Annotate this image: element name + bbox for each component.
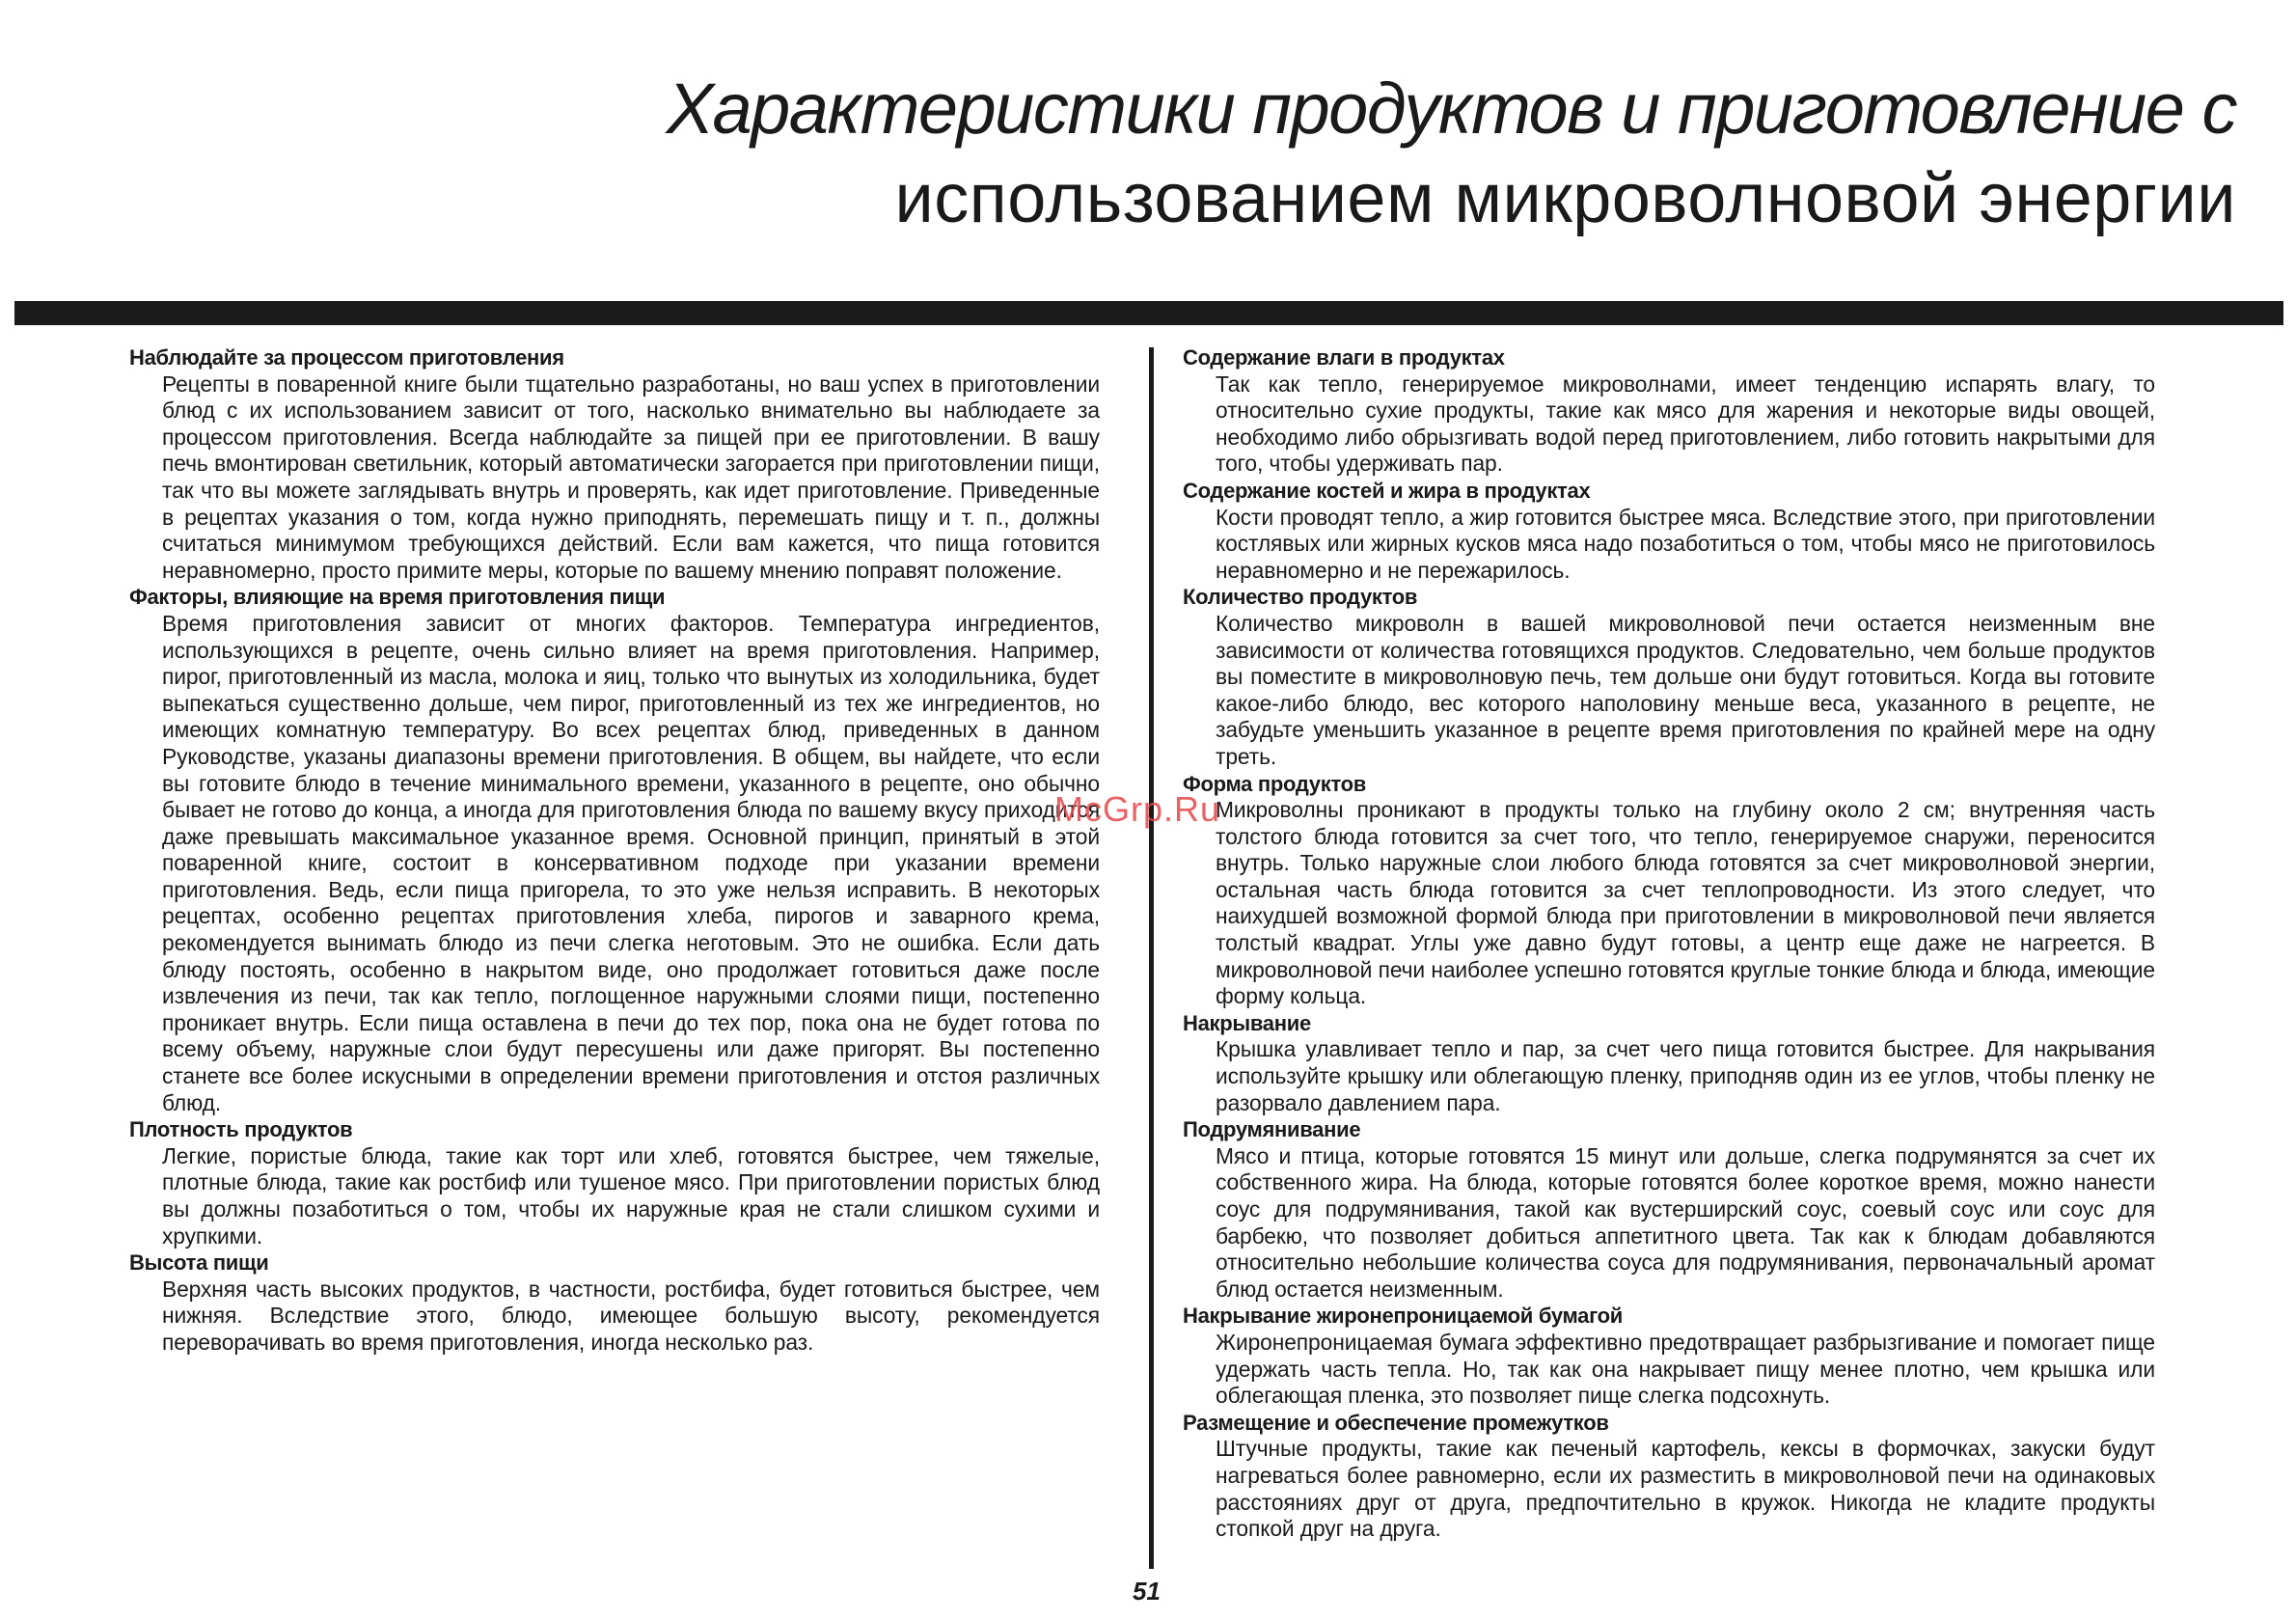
section-text: Верхняя часть высоких продуктов, в частности, ростбифа, будет готовиться быстрее, чем нижняя. Вследствие этого, блюдо, имеющее большую высоту, рекомендуется переворачивать во время приготовления, иногда несколько раз. — [162, 1276, 1100, 1355]
section-heading: Накрывание — [1183, 1010, 1311, 1035]
section-heading: Размещение и обеспечение промежутков — [1183, 1410, 1609, 1435]
section-text: Легкие, пористые блюда, такие как торт или хлеб, готовятся быстрее, чем тяжелые, плотные блюда, такие как ростбиф или тушеное мясо. При приготовлении пористых блюд вы должны позаботиться о том, чтобы их наружные края не стали слишком сухими и хрупкими. — [162, 1142, 1100, 1249]
watermark: McGrp.Ru — [1054, 789, 1221, 829]
section-heading: Форма продуктов — [1183, 771, 1366, 796]
section-heading: Содержание костей и жира в продуктах — [1183, 478, 1591, 503]
section-text: Количество микроволн в вашей микроволновой печи остается неизменным вне зависимости от количества готовящихся продуктов. Следовательно, чем больше продуктов вы поместите в микроволновую печь, тем дольше они будут готовиться. Когда вы готовите какое-либо блюдо, вес которого наполовину меньше веса, указанного в рецепте, не забудьте уменьшить указанное в рецепте время приготовления по крайней мере на одну треть. — [1216, 610, 2155, 769]
section-heading: Накрывание жиронепроницаемой бумагой — [1183, 1304, 1624, 1329]
section-text: Рецепты в поваренной книге были тщательно разработаны, но ваш успех в приготовлении блюд с их использованием зависит от того, насколько внимательно вы наблюдаете за процессом приготовления. Всегда наблюдайте за пищей при ее приготовлении. В вашу печь вмонтирован светильник, который автоматически загорается при приготовлении пищи, так что вы можете заглядывать внутрь и проверять, как идет приготовление. Приведенные в рецептах указания о том, когда нужно приподнять, перемешать пищу и т. п., должны считаться минимумом требующихся действий. Если вам кажется, что пища готовится неравномерно, просто примите меры, которые по вашему мнению поправят положение. — [162, 371, 1100, 583]
section-text: Так как тепло, генерируемое микроволнами, имеет тенденцию испарять влагу, то относительно сухие продукты, такие как мясо для жарения и некоторые виды овощей, необходимо либо обрызгивать водой перед приготовлением, либо готовить накрытыми для того, чтобы удерживать пар. — [1216, 371, 2155, 477]
section-text: Крышка улавливает тепло и пар, за счет чего пища готовится быстрее. Для накрывания используйте крышку или облегающую пленку, приподняв один из ее углов, чтобы пленку не разорвало давлением пара. — [1216, 1036, 2155, 1115]
section-heading: Содержание влаги в продуктах — [1183, 345, 1505, 370]
title-line-2: использованием микроволновой энергии — [894, 160, 2236, 237]
section-text: Штучные продукты, такие как печеный картофель, кексы в формочках, закуски будут нагреваться более равномерно, если их разместить в микроволновой печи на одинаковых расстояниях друг от друга, предпочтительно в кружок. Никогда не кладите продукты стопкой друг на друга. — [1216, 1436, 2155, 1542]
section-heading: Подрумянивание — [1183, 1117, 1361, 1142]
section-text: Микроволны проникают в продукты только на глубину около 2 см; внутренняя часть толстого блюда готовится за счет того, что тепло, генерируемое снаружи, переносится внутрь. Только наружные слои любого блюда готовятся за счет микроволновой энергии, остальная часть блюда готовится за счет теплопроводности. Из этого следует, что наихудшей возможной формой блюда при приготовлении в микроволновой печи является толстый квадрат. Углы уже давно будут готовы, а центр еще даже не нагреется. В микроволновой печи наиболее успешно готовятся круглые тонкие блюда и блюда, имеющие форму кольца. — [1216, 797, 2155, 1009]
header-rule — [14, 301, 2283, 325]
section-heading: Высота пищи — [129, 1250, 269, 1276]
left-column — [129, 344, 1100, 1357]
section-heading: Количество продуктов — [1183, 585, 1418, 610]
section-text: Время приготовления зависит от многих факторов. Температура ингредиентов, использующихся в рецепте, очень сильно влияет на время приготовления. Например, пирог, приготовленный из масла, молока и яиц, только что вынутых из холодильника, будет выпекаться существенно дольше, чем пирог, приготовленный из тех же ингредиентов, но имеющих комнатную температуру. Во всех рецептах блюд, приведенных в данном Руководстве, указаны диапазоны времени приготовления. В общем, вы найдете, что если вы готовите блюдо в течение минимального времени, указанного в рецепте, оно обычно бывает не готово до конца, а иногда для приготовления блюда по вашему вкусу приходится даже превышать максимальное указанное время. Основной принцип, принятый в этой поваренной книге, состоит в консервативном подходе при указании времени приготовления. Ведь, если пища пригорела, то это уже нельзя исправить. В некоторых рецептах, особенно рецептах приготовления хлеба, пирогов и заварного крема, рекомендуется вынимать блюдо из печи слегка неготовым. Это не ошибка. Если дать блюду постоять, особенно в накрытом виде, оно продолжает готовиться даже после извлечения из печи, так как тепло, поглощенное наружными слоями пищи, постепенно проникает внутрь. Если пища оставлена в печи до тех пор, пока она не будет готова по всему объему, наружные слои будут пересушены или даже пригорят. Вы постепенно станете все более искусными в определении времени приготовления и отстоя различных блюд. — [162, 610, 1100, 1115]
page-number: 51 — [1133, 1577, 1161, 1606]
section-heading: Наблюдайте за процессом приготовления — [129, 345, 564, 370]
page-title — [667, 64, 2236, 243]
section-text: Жиронепроницаемая бумага эффективно предотвращает разбрызгивание и помогает пище удержать часть тепла. Но, так как она накрывает пищу менее плотно, чем крышка или облегающая пленка, это позволяет пище слегка подсохнуть. — [1216, 1329, 2155, 1409]
column-divider — [1149, 347, 1154, 1569]
section-heading: Плотность продуктов — [129, 1117, 353, 1142]
title-line-1: Характеристики продуктов и приготовление с — [666, 69, 2236, 149]
section-text: Мясо и птица, которые готовятся 15 минут или дольше, слегка подрумянятся за счет их собственного жира. На блюда, которые готовятся более короткое время, можно нанести соус для подрумянивания, такой как вустерширский соус, соевый соус или соус для барбекю, что позволяет добиться аппетитного цвета. Так как к блюдам добавляются относительно небольшие количества соуса для подрумянивания, первоначальный аромат блюд остается неизменным. — [1216, 1142, 2155, 1302]
right-column — [1183, 344, 2155, 1543]
section-heading: Факторы, влияющие на время приготовления пищи — [129, 585, 666, 610]
section-text: Кости проводят тепло, а жир готовится быстрее мяса. Вследствие этого, при приготовлении костлявых или жирных кусков мяса надо позаботиться о том, чтобы мясо не приготовилось неравномерно и не пережарилось. — [1216, 504, 2155, 583]
